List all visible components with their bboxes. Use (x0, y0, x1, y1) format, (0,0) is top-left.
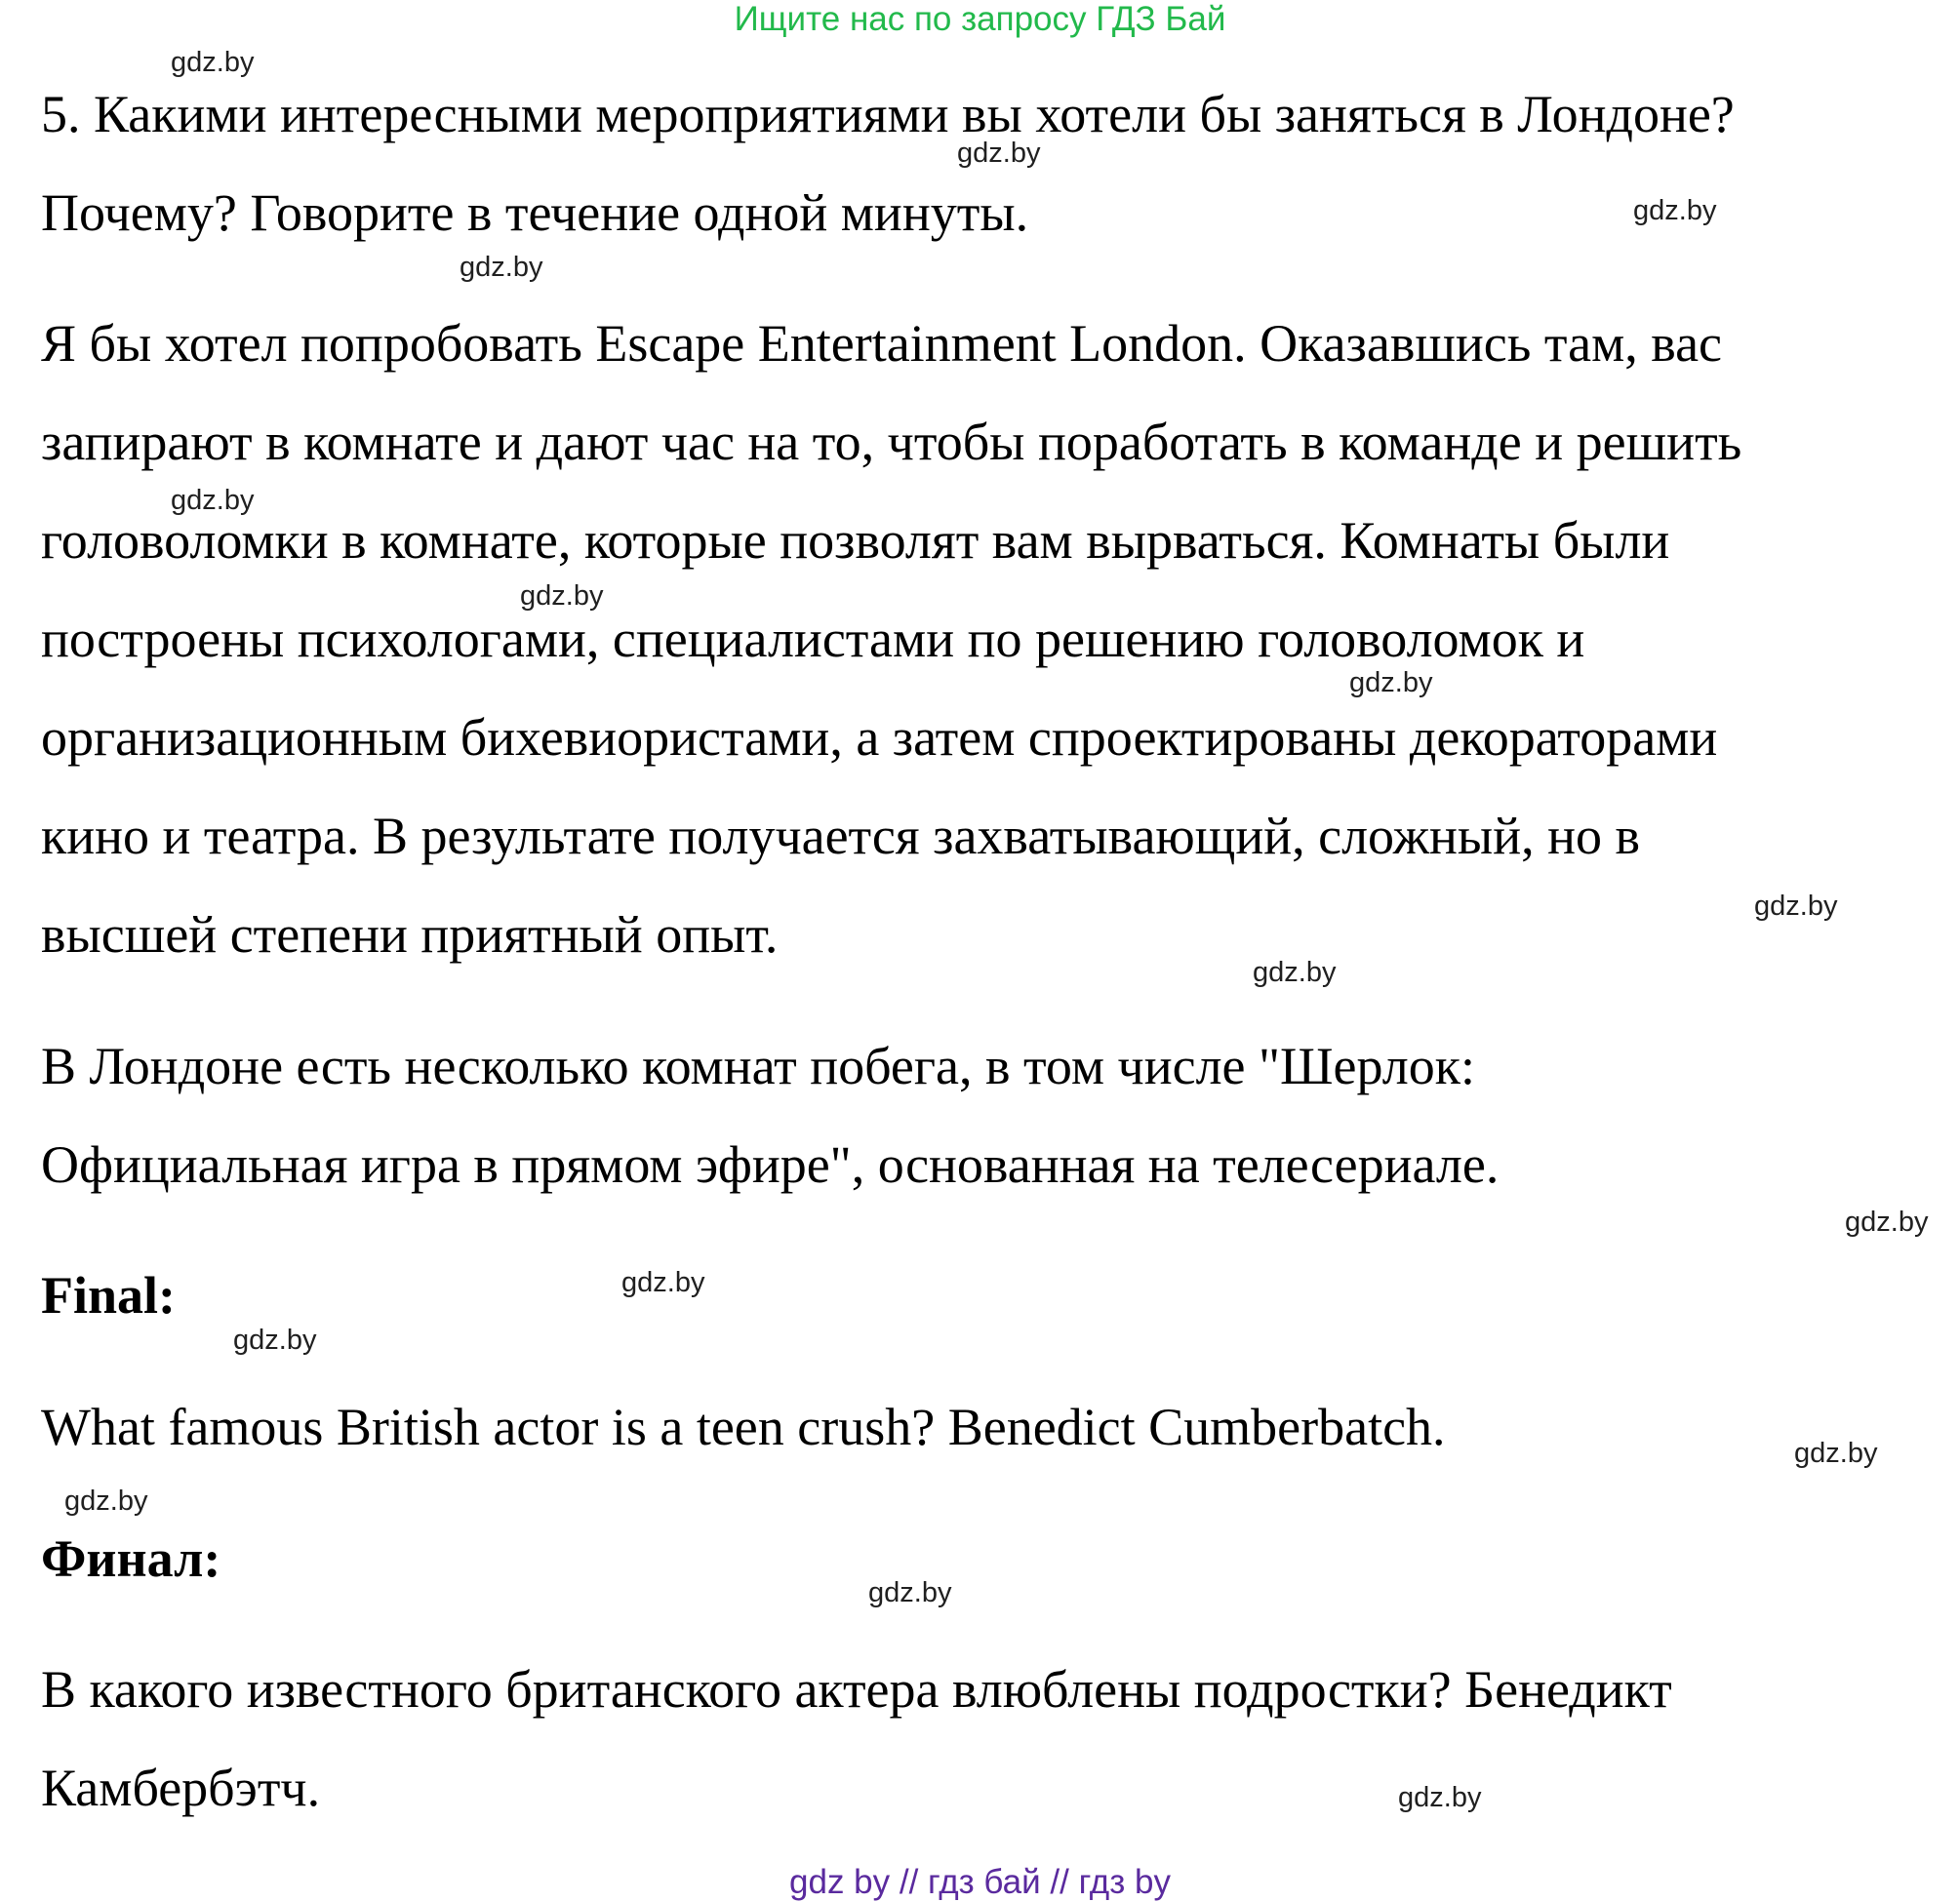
watermark: gdz.by (1845, 1207, 1929, 1238)
site-banner[interactable]: Ищите нас по запросу ГДЗ Бай (734, 0, 1226, 38)
final-question-en: What famous British actor is a teen crush? Benedict Cumberbatch. (41, 1398, 1446, 1456)
final-question-ru-line-1: В какого известного британского актера влюблены подростки? Бенедикт (41, 1660, 1672, 1719)
answer-line-7: высшей степени приятный опыт. (41, 905, 779, 964)
watermark: gdz.by (233, 1325, 317, 1356)
watermark: gdz.by (1349, 667, 1433, 698)
site-footer-links[interactable]: gdz by // гдз бай // гдз by (789, 1863, 1171, 1901)
answer-line-8: В Лондоне есть несколько комнат побега, в том числе "Шерлок: (41, 1037, 1475, 1095)
watermark: gdz.by (520, 580, 604, 612)
watermark: gdz.by (957, 138, 1041, 169)
watermark: gdz.by (1253, 957, 1337, 988)
watermark: gdz.by (1633, 195, 1717, 226)
answer-line-5: организационным бихевиористами, а затем спроектированы декораторами (41, 708, 1718, 767)
watermark: gdz.by (460, 252, 543, 283)
watermark: gdz.by (171, 47, 255, 78)
watermark: gdz.by (171, 485, 255, 516)
answer-line-4: построены психологами, специалистами по решению головоломок и (41, 610, 1585, 668)
watermark: gdz.by (1398, 1782, 1482, 1813)
watermark: gdz.by (1754, 891, 1838, 922)
answer-line-9: Официальная игра в прямом эфире", основанная на телесериале. (41, 1135, 1500, 1194)
answer-line-1: Я бы хотел попробовать Escape Entertainment London. Оказавшись там, вас (41, 314, 1723, 373)
answer-line-2: запирают в комнате и дают час на то, чтобы поработать в команде и решить (41, 413, 1742, 471)
watermark: gdz.by (868, 1577, 952, 1608)
final-heading-en: Final: (41, 1266, 177, 1325)
answer-line-6: кино и театра. В результате получается захватывающий, сложный, но в (41, 807, 1640, 865)
watermark: gdz.by (64, 1486, 148, 1517)
final-heading-ru: Финал: (41, 1529, 221, 1588)
final-question-ru-line-2: Камбербэтч. (41, 1759, 321, 1817)
question-line-2: Почему? Говорите в течение одной минуты. (41, 183, 1029, 242)
watermark: gdz.by (621, 1267, 705, 1298)
answer-line-3: головоломки в комнате, которые позволят вам вырваться. Комнаты были (41, 511, 1670, 570)
question-line-1: 5. Какими интересными мероприятиями вы хотели бы заняться в Лондоне? (41, 85, 1735, 143)
watermark: gdz.by (1794, 1438, 1878, 1469)
